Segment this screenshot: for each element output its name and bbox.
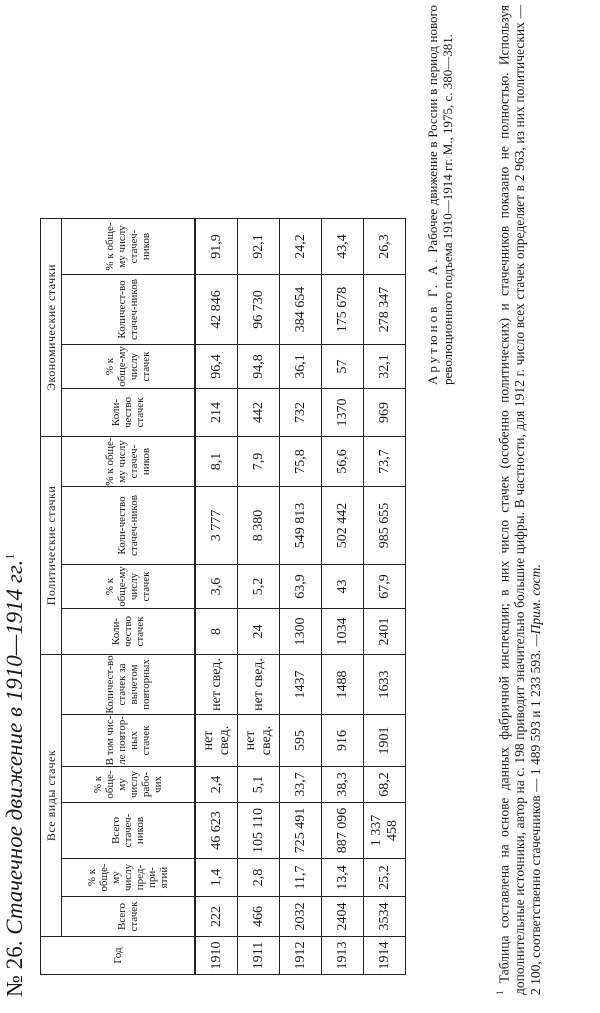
group-header-economic: Экономические стачки: [41, 219, 62, 437]
footnote-mark: 1: [495, 990, 505, 995]
table-cell: 38,3: [322, 767, 364, 803]
table-cell: 175 678: [322, 275, 364, 345]
header-repeat-strikes: В том чис-ле повтор-ных стачек: [62, 715, 196, 767]
table-cell: 68,2: [364, 767, 406, 803]
table-cell: 1901: [364, 715, 406, 767]
header-strikes-minus-repeat: Количест-во стачек за вычетом повторных: [62, 655, 196, 715]
header-eco-pct-strikers: % к обще-му числу стачеч-ников: [62, 219, 196, 275]
table-row: [280, 219, 322, 975]
document-number: № 26.: [2, 940, 27, 997]
table-cell: 33,7: [280, 767, 322, 803]
table-cell: 1300: [280, 609, 322, 655]
table-cell: 278 347: [364, 275, 406, 345]
footnote: [493, 5, 543, 995]
header-eco-strikers: Количест-во стачеч-ников: [62, 275, 196, 345]
table-cell: 969: [364, 389, 406, 437]
table-cell: 1370: [322, 389, 364, 437]
table-cell: 3534: [364, 897, 406, 937]
table-row: [364, 219, 406, 975]
header-all-pct-workers: % к обще-му числу рабо-чих: [62, 767, 196, 803]
year-cell: 1914: [364, 937, 406, 975]
table-cell: 24,2: [280, 219, 322, 275]
footnote-text: Таблица составлена на основе данных фабричной инспекции; в них число стачек (особенно политических) и стачечников показано не полностью. Используя дополнительные источники, автор на с. 198 приводит значительно большие цифры. В частности, для 1912 г. число всех стачек определяет в 2 963, из них политических — 2 100, соответственно стачечников — 1 489 593 и 1 233 593.: [496, 4, 543, 995]
table-row: [322, 219, 364, 975]
table-cell: 46 623: [195, 803, 238, 859]
table-cell: 24: [238, 609, 280, 655]
table-cell: 2404: [322, 897, 364, 937]
table-cell: нет свед.: [195, 655, 238, 715]
table-cell: 725 491: [280, 803, 322, 859]
table-cell: 67,9: [364, 565, 406, 609]
group-header-political: Политические стачки: [41, 437, 62, 655]
title-text: Стачечное движение в 1910—1914 гг.: [2, 559, 27, 935]
table-cell: 1437: [280, 655, 322, 715]
table-cell: 43,4: [322, 219, 364, 275]
page-title: [2, 554, 28, 997]
table-cell: 7,9: [238, 437, 280, 487]
table-cell: 887 096: [322, 803, 364, 859]
table-cell: 36,1: [280, 345, 322, 389]
table-cell: нет свед.: [238, 715, 280, 767]
header-all-strikes: Всего стачек: [62, 897, 196, 937]
year-cell: 1912: [280, 937, 322, 975]
header-year: Год: [41, 937, 196, 975]
table-cell: 1633: [364, 655, 406, 715]
table-cell: 2,4: [195, 767, 238, 803]
table-cell: 63,9: [280, 565, 322, 609]
table-cell: 2032: [280, 897, 322, 937]
source-citation: [425, 5, 455, 385]
table-cell: 442: [238, 389, 280, 437]
table-cell: 11,7: [280, 859, 322, 897]
source-author: Арутюнов Г. А.: [425, 256, 440, 385]
table-cell: 732: [280, 389, 322, 437]
table-cell: 1,4: [195, 859, 238, 897]
table-cell: 13,4: [322, 859, 364, 897]
table-cell: 466: [238, 897, 280, 937]
table-cell: 222: [195, 897, 238, 937]
table-cell: 26,3: [364, 219, 406, 275]
header-pol-strikers: Коли-чество стачеч-ников: [62, 487, 196, 565]
footnote-note: —Прим. сост.: [527, 564, 543, 647]
table-cell: 56,6: [322, 437, 364, 487]
table-row: [195, 219, 238, 975]
table-cell: 73,7: [364, 437, 406, 487]
table-cell: 43: [322, 565, 364, 609]
table-cell: 1034: [322, 609, 364, 655]
table-cell: 8,1: [195, 437, 238, 487]
table-cell: 502 442: [322, 487, 364, 565]
year-cell: 1911: [238, 937, 280, 975]
header-all-strikers: Всего стачеч-ников: [62, 803, 196, 859]
source-text: Рабочее движение в России в период нового революционного подъема 1910—1914 гг. М., 1975, с. 380—381.: [425, 4, 455, 385]
table-cell: 2401: [364, 609, 406, 655]
table-cell: 1488: [322, 655, 364, 715]
header-eco-pct-strikes: % к обще-му числу стачек: [62, 345, 196, 389]
table-cell: 214: [195, 389, 238, 437]
table-cell: 96 730: [238, 275, 280, 345]
table-cell: 916: [322, 715, 364, 767]
table-cell: 1 337 458: [364, 803, 406, 859]
table-cell: 42 846: [195, 275, 238, 345]
table-cell: 985 655: [364, 487, 406, 565]
table-cell: 549 813: [280, 487, 322, 565]
table-body: [195, 219, 406, 975]
table-cell: 5,1: [238, 767, 280, 803]
table-cell: 105 110: [238, 803, 280, 859]
table-cell: 32,1: [364, 345, 406, 389]
table-cell: 8: [195, 609, 238, 655]
header-eco-strikes: Коли-чество стачек: [62, 389, 196, 437]
table-cell: 91,9: [195, 219, 238, 275]
header-all-pct-enterprises: % к обще-му числу пред-при-ятий: [62, 859, 196, 897]
table-cell: 94,8: [238, 345, 280, 389]
header-pol-strikes: Коли-чество стачек: [62, 609, 196, 655]
table-cell: 25,2: [364, 859, 406, 897]
table-cell: 96,4: [195, 345, 238, 389]
table-cell: нет свед.: [195, 715, 238, 767]
table-cell: 8 380: [238, 487, 280, 565]
table-cell: 75,8: [280, 437, 322, 487]
header-pol-pct-strikes: % к обще-му числу стачек: [62, 565, 196, 609]
strike-table: [40, 218, 406, 975]
table-cell: нет свед.: [238, 655, 280, 715]
year-cell: 1913: [322, 937, 364, 975]
table-cell: 2,8: [238, 859, 280, 897]
title-footnote-mark: 1: [2, 553, 17, 560]
table-cell: 92,1: [238, 219, 280, 275]
table-row: [238, 219, 280, 975]
table-cell: 384 654: [280, 275, 322, 345]
header-pol-pct-strikers: % к обще-му числу стачеч-ников: [62, 437, 196, 487]
table-cell: 5,2: [238, 565, 280, 609]
table-cell: 57: [322, 345, 364, 389]
table-cell: 3 777: [195, 487, 238, 565]
table-cell: 3,6: [195, 565, 238, 609]
table-cell: 595: [280, 715, 322, 767]
year-cell: 1910: [195, 937, 238, 975]
group-header-all: Все виды стачек: [41, 655, 62, 937]
